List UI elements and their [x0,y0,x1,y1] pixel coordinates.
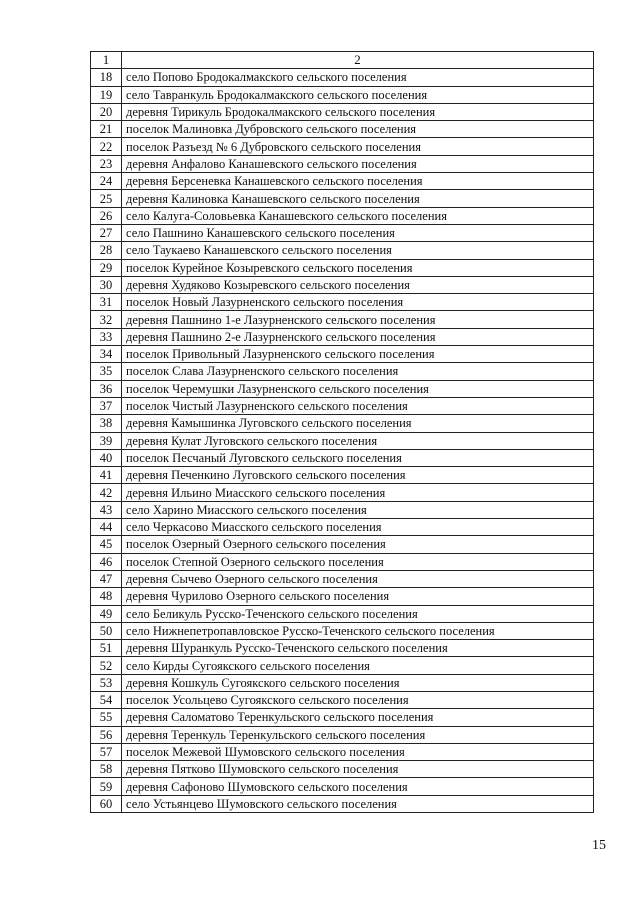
settlement-name: село Попово Бродокалмакского сельского поселения [122,69,594,86]
table-row [91,138,594,155]
row-number: 39 [91,432,122,449]
table-row [91,501,594,518]
settlement-name: деревня Пашнино 1-е Лазурненского сельского поселения [122,311,594,328]
row-number: 24 [91,173,122,190]
row-number: 56 [91,726,122,743]
table-row [91,311,594,328]
settlements-table [90,51,594,813]
table-row [91,726,594,743]
row-number: 41 [91,467,122,484]
table-row [91,397,594,414]
table-row [91,743,594,760]
settlement-name: деревня Кулат Луговского сельского поселения [122,432,594,449]
row-number: 36 [91,380,122,397]
table-row [91,536,594,553]
table-row [91,691,594,708]
table-row [91,346,594,363]
row-number: 47 [91,570,122,587]
settlement-name: поселок Усольцево Сугоякского сельского поселения [122,691,594,708]
row-number: 58 [91,761,122,778]
row-number: 50 [91,622,122,639]
settlement-name: деревня Сафоново Шумовского сельского поселения [122,778,594,795]
settlement-name: деревня Кошкуль Сугоякского сельского поселения [122,674,594,691]
table-row [91,259,594,276]
settlement-name: деревня Пятково Шумовского сельского поселения [122,761,594,778]
row-number: 26 [91,207,122,224]
row-number: 18 [91,69,122,86]
table-row [91,328,594,345]
row-number: 25 [91,190,122,207]
row-number: 48 [91,588,122,605]
row-number: 22 [91,138,122,155]
row-number: 31 [91,294,122,311]
row-number: 40 [91,449,122,466]
settlement-name: село Кирды Сугоякского сельского поселения [122,657,594,674]
settlement-name: деревня Шуранкуль Русско-Теченского сельского поселения [122,640,594,657]
header-col-1: 1 [91,52,122,69]
table-row [91,605,594,622]
table-row [91,484,594,501]
table-row [91,294,594,311]
row-number: 33 [91,328,122,345]
row-number: 54 [91,691,122,708]
table-row [91,103,594,120]
row-number: 60 [91,795,122,812]
table-row [91,778,594,795]
table-row [91,173,594,190]
settlement-name: поселок Межевой Шумовского сельского поселения [122,743,594,760]
row-number: 19 [91,86,122,103]
row-number: 57 [91,743,122,760]
row-number: 44 [91,519,122,536]
table-row [91,69,594,86]
settlements-table-container [90,51,594,813]
table-row [91,588,594,605]
row-number: 34 [91,346,122,363]
settlement-name: поселок Чистый Лазурненского сельского поселения [122,397,594,414]
settlement-name: село Черкасово Миасского сельского поселения [122,519,594,536]
settlement-name: деревня Берсеневка Канашевского сельского поселения [122,173,594,190]
row-number: 38 [91,415,122,432]
table-row [91,467,594,484]
settlement-name: поселок Степной Озерного сельского поселения [122,553,594,570]
table-row [91,553,594,570]
row-number: 37 [91,397,122,414]
table-row [91,709,594,726]
settlement-name: село Таукаево Канашевского сельского поселения [122,242,594,259]
table-row [91,570,594,587]
row-number: 28 [91,242,122,259]
table-row [91,622,594,639]
row-number: 42 [91,484,122,501]
settlement-name: деревня Ильино Миасского сельского поселения [122,484,594,501]
settlement-name: деревня Саломатово Теренкульского сельского поселения [122,709,594,726]
row-number: 23 [91,155,122,172]
row-number: 32 [91,311,122,328]
table-header-row [91,52,594,69]
row-number: 55 [91,709,122,726]
table-row [91,86,594,103]
settlement-name: деревня Теренкуль Теренкульского сельского поселения [122,726,594,743]
settlement-name: деревня Печенкино Луговского сельского поселения [122,467,594,484]
row-number: 21 [91,121,122,138]
row-number: 20 [91,103,122,120]
settlement-name: поселок Слава Лазурненского сельского поселения [122,363,594,380]
table-row [91,380,594,397]
settlement-name: поселок Курейное Козыревского сельского поселения [122,259,594,276]
settlement-name: поселок Озерный Озерного сельского поселения [122,536,594,553]
settlement-name: деревня Калиновка Канашевского сельского поселения [122,190,594,207]
table-row [91,242,594,259]
table-row [91,415,594,432]
settlement-name: село Калуга-Соловьевка Канашевского сельского поселения [122,207,594,224]
table-row [91,363,594,380]
settlement-name: поселок Песчаный Луговского сельского поселения [122,449,594,466]
table-row [91,640,594,657]
table-row [91,276,594,293]
settlement-name: село Нижнепетропавловское Русско-Теченского сельского поселения [122,622,594,639]
settlement-name: поселок Малиновка Дубровского сельского поселения [122,121,594,138]
table-row [91,761,594,778]
row-number: 51 [91,640,122,657]
settlement-name: село Беликуль Русско-Теченского сельского поселения [122,605,594,622]
table-row [91,432,594,449]
settlement-name: деревня Сычево Озерного сельского поселения [122,570,594,587]
settlement-name: деревня Анфалово Канашевского сельского поселения [122,155,594,172]
settlement-name: поселок Новый Лазурненского сельского поселения [122,294,594,311]
settlement-name: село Харино Миасского сельского поселения [122,501,594,518]
header-col-2: 2 [122,52,594,69]
page-number: 15 [592,838,606,853]
row-number: 52 [91,657,122,674]
row-number: 46 [91,553,122,570]
table-row [91,224,594,241]
settlement-name: деревня Камышинка Луговского сельского поселения [122,415,594,432]
row-number: 53 [91,674,122,691]
settlement-name: село Устьянцево Шумовского сельского поселения [122,795,594,812]
row-number: 43 [91,501,122,518]
row-number: 27 [91,224,122,241]
table-row [91,121,594,138]
table-row [91,657,594,674]
row-number: 45 [91,536,122,553]
settlement-name: село Пашнино Канашевского сельского поселения [122,224,594,241]
row-number: 29 [91,259,122,276]
table-row [91,519,594,536]
row-number: 49 [91,605,122,622]
settlement-name: поселок Разъезд № 6 Дубровского сельского поселения [122,138,594,155]
table-row [91,449,594,466]
settlement-name: село Тавранкуль Бродокалмакского сельского поселения [122,86,594,103]
settlement-name: деревня Тирикуль Бродокалмакского сельского поселения [122,103,594,120]
settlement-name: деревня Худяково Козыревского сельского поселения [122,276,594,293]
table-row [91,190,594,207]
row-number: 59 [91,778,122,795]
settlement-name: деревня Пашнино 2-е Лазурненского сельского поселения [122,328,594,345]
table-row [91,674,594,691]
settlement-name: деревня Чурилово Озерного сельского поселения [122,588,594,605]
row-number: 30 [91,276,122,293]
settlements-table-body [91,52,594,813]
table-row [91,155,594,172]
table-row [91,795,594,812]
settlement-name: поселок Черемушки Лазурненского сельского поселения [122,380,594,397]
table-row [91,207,594,224]
row-number: 35 [91,363,122,380]
settlement-name: поселок Привольный Лазурненского сельского поселения [122,346,594,363]
